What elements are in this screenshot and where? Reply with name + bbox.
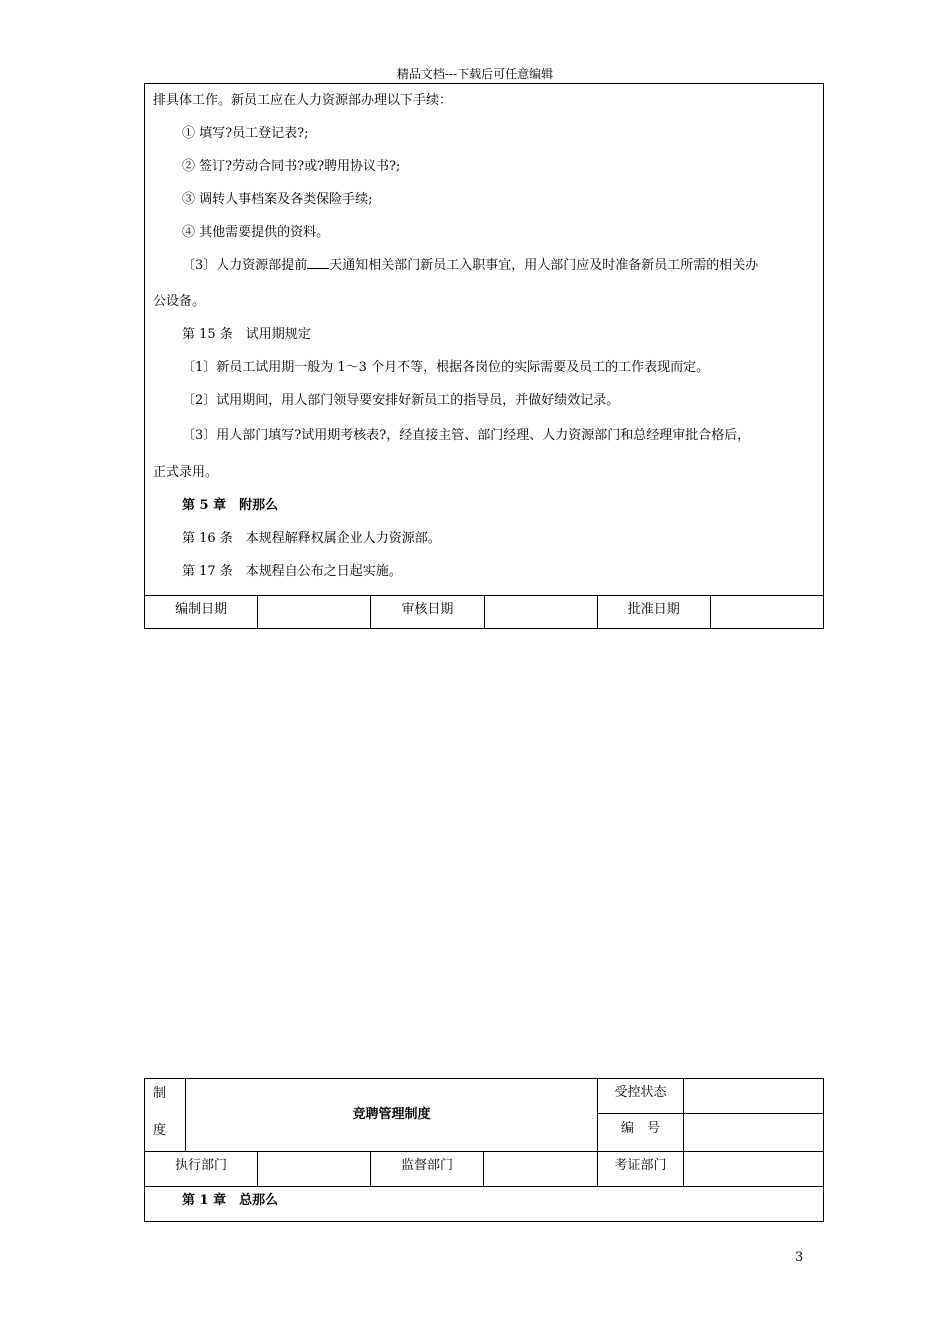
clause-text: 〔3〕用人部门填写?试用期考核表?，经直接主管、部门经理、人力资源部门和总经理审批合格后，: [182, 428, 751, 443]
list-item: ① 填写?员工登记表?;: [182, 126, 309, 141]
article-text: 第 17 条 本规程自公布之日起实施。: [182, 564, 402, 579]
exec-dept-label: 执行部门: [145, 1152, 258, 1186]
regulation-content-box: [144, 83, 824, 629]
article-text: 第 16 条 本规程解释权属企业人力资源部。: [182, 531, 441, 546]
chapter-heading: 第 1 章 总那么: [182, 1193, 279, 1208]
approve-date-field[interactable]: [711, 596, 823, 629]
number-field[interactable]: [684, 1114, 823, 1151]
article-heading: 第 15 条 试用期规定: [182, 327, 311, 342]
controlled-status-label: 受控状态: [598, 1079, 684, 1114]
supervise-dept-field[interactable]: [484, 1152, 598, 1186]
compile-date-field[interactable]: [258, 596, 371, 629]
verify-dept-label: 考证部门: [598, 1152, 684, 1186]
review-date-field[interactable]: [485, 596, 598, 629]
system-label-char: 度: [153, 1123, 167, 1138]
system-label-cell: [145, 1079, 186, 1151]
clause-text: 〔1〕新员工试用期一般为 1～3 个月不等，根据各岗位的实际需要及员工的工作表现而定。: [182, 360, 710, 375]
clause-text: 〔2〕试用期间，用人部门领导要安排好新员工的指导员，并做好绩效记录。: [182, 393, 620, 408]
number-label: 编 号: [598, 1114, 684, 1151]
exec-dept-field[interactable]: [258, 1152, 371, 1186]
paragraph-line: 排具体工作。新员工应在人力资源部办理以下手续：: [153, 93, 453, 108]
header-note: 精品文档---下载后可任意编辑: [396, 67, 554, 81]
recruitment-form-header: [144, 1078, 824, 1222]
page-number: 3: [795, 1250, 804, 1265]
supervise-dept-label: 监督部门: [371, 1152, 484, 1186]
paragraph-line: [182, 256, 758, 276]
clause-text: 〔3〕人力资源部提前: [182, 258, 308, 273]
review-date-label: 审核日期: [371, 596, 484, 629]
chapter-heading: 第 5 章 附那么: [182, 498, 279, 513]
verify-dept-field[interactable]: [684, 1152, 823, 1186]
system-label-char: 制: [153, 1086, 167, 1101]
department-row: [145, 1151, 823, 1187]
list-item: ③ 调转人事档案及各类保险手续;: [182, 192, 373, 207]
blank-underline: [307, 256, 329, 269]
list-item: ② 签订?劳动合同书?或?聘用协议书?;: [182, 159, 401, 174]
clause-text: 天通知相关部门新员工入职事宜，用人部门应及时准备新员工所需的相关办: [329, 258, 759, 273]
paragraph-line: 正式录用。: [153, 465, 219, 480]
paragraph-line: 公设备。: [153, 294, 206, 309]
compile-date-label: 编制日期: [145, 596, 258, 629]
form-title: 竞聘管理制度: [186, 1079, 598, 1151]
list-item: ④ 其他需要提供的资料。: [182, 225, 330, 240]
approve-date-label: 批准日期: [598, 596, 711, 629]
controlled-status-field[interactable]: [684, 1079, 823, 1114]
signature-row: [145, 595, 823, 629]
